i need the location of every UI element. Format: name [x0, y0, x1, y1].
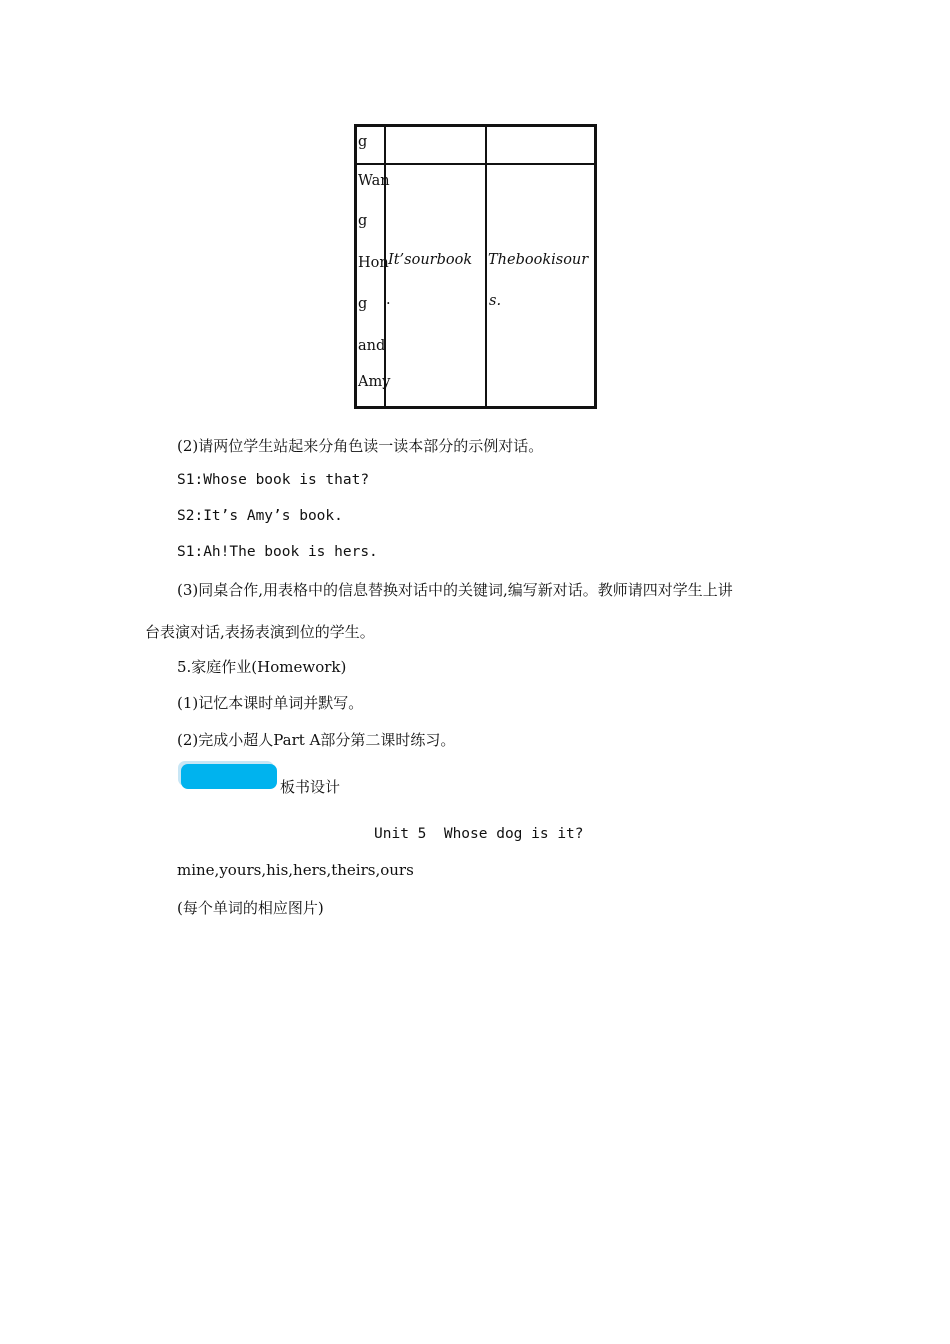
- table-column-divider: [485, 127, 487, 406]
- board-title: Unit 5 Whose dog is it?: [374, 826, 584, 842]
- table-cell-sentence: Thebookisour: [488, 252, 589, 268]
- table-row-divider: [357, 163, 594, 165]
- paragraph-roleplay: (2)请两位学生站起来分角色读一读本部分的示例对话。: [177, 437, 544, 455]
- board-note: (每个单词的相应图片): [177, 899, 324, 917]
- section-badge: [181, 764, 277, 789]
- homework-heading: 5.家庭作业(Homework): [177, 658, 347, 676]
- table-cell-sentence: It’sourbook: [388, 252, 473, 268]
- table-cell-sentence-cont: s.: [489, 293, 502, 309]
- paragraph-pairwork: (3)同桌合作,用表格中的信息替换对话中的关键词,编写新对话。教师请四对学生上讲: [177, 581, 733, 599]
- table-cell-name: g: [358, 213, 368, 229]
- table-cell-name: Wan: [358, 173, 390, 189]
- table-cell-sentence-cont: .: [386, 292, 391, 308]
- table-cell-name: Amy: [358, 374, 391, 390]
- dialog-line: S2:It’s Amy’s book.: [177, 508, 343, 524]
- pronoun-table: [354, 124, 597, 409]
- homework-item: (2)完成小超人Part A部分第二课时练习。: [177, 731, 456, 749]
- board-words: mine,yours,his,hers,theirs,ours: [177, 861, 414, 879]
- table-cell-name: and: [358, 338, 386, 354]
- section-label: 板书设计: [280, 778, 341, 796]
- table-cell-name: Hon: [358, 255, 389, 271]
- dialog-line: S1:Whose book is that?: [177, 472, 370, 488]
- table-cell-name: g: [358, 134, 368, 150]
- dialog-line: S1:Ah!The book is hers.: [177, 544, 378, 560]
- paragraph-pairwork-cont: 台表演对话,表扬表演到位的学生。: [145, 623, 375, 641]
- table-cell-name: g: [358, 296, 368, 312]
- homework-item: (1)记忆本课时单词并默写。: [177, 694, 364, 712]
